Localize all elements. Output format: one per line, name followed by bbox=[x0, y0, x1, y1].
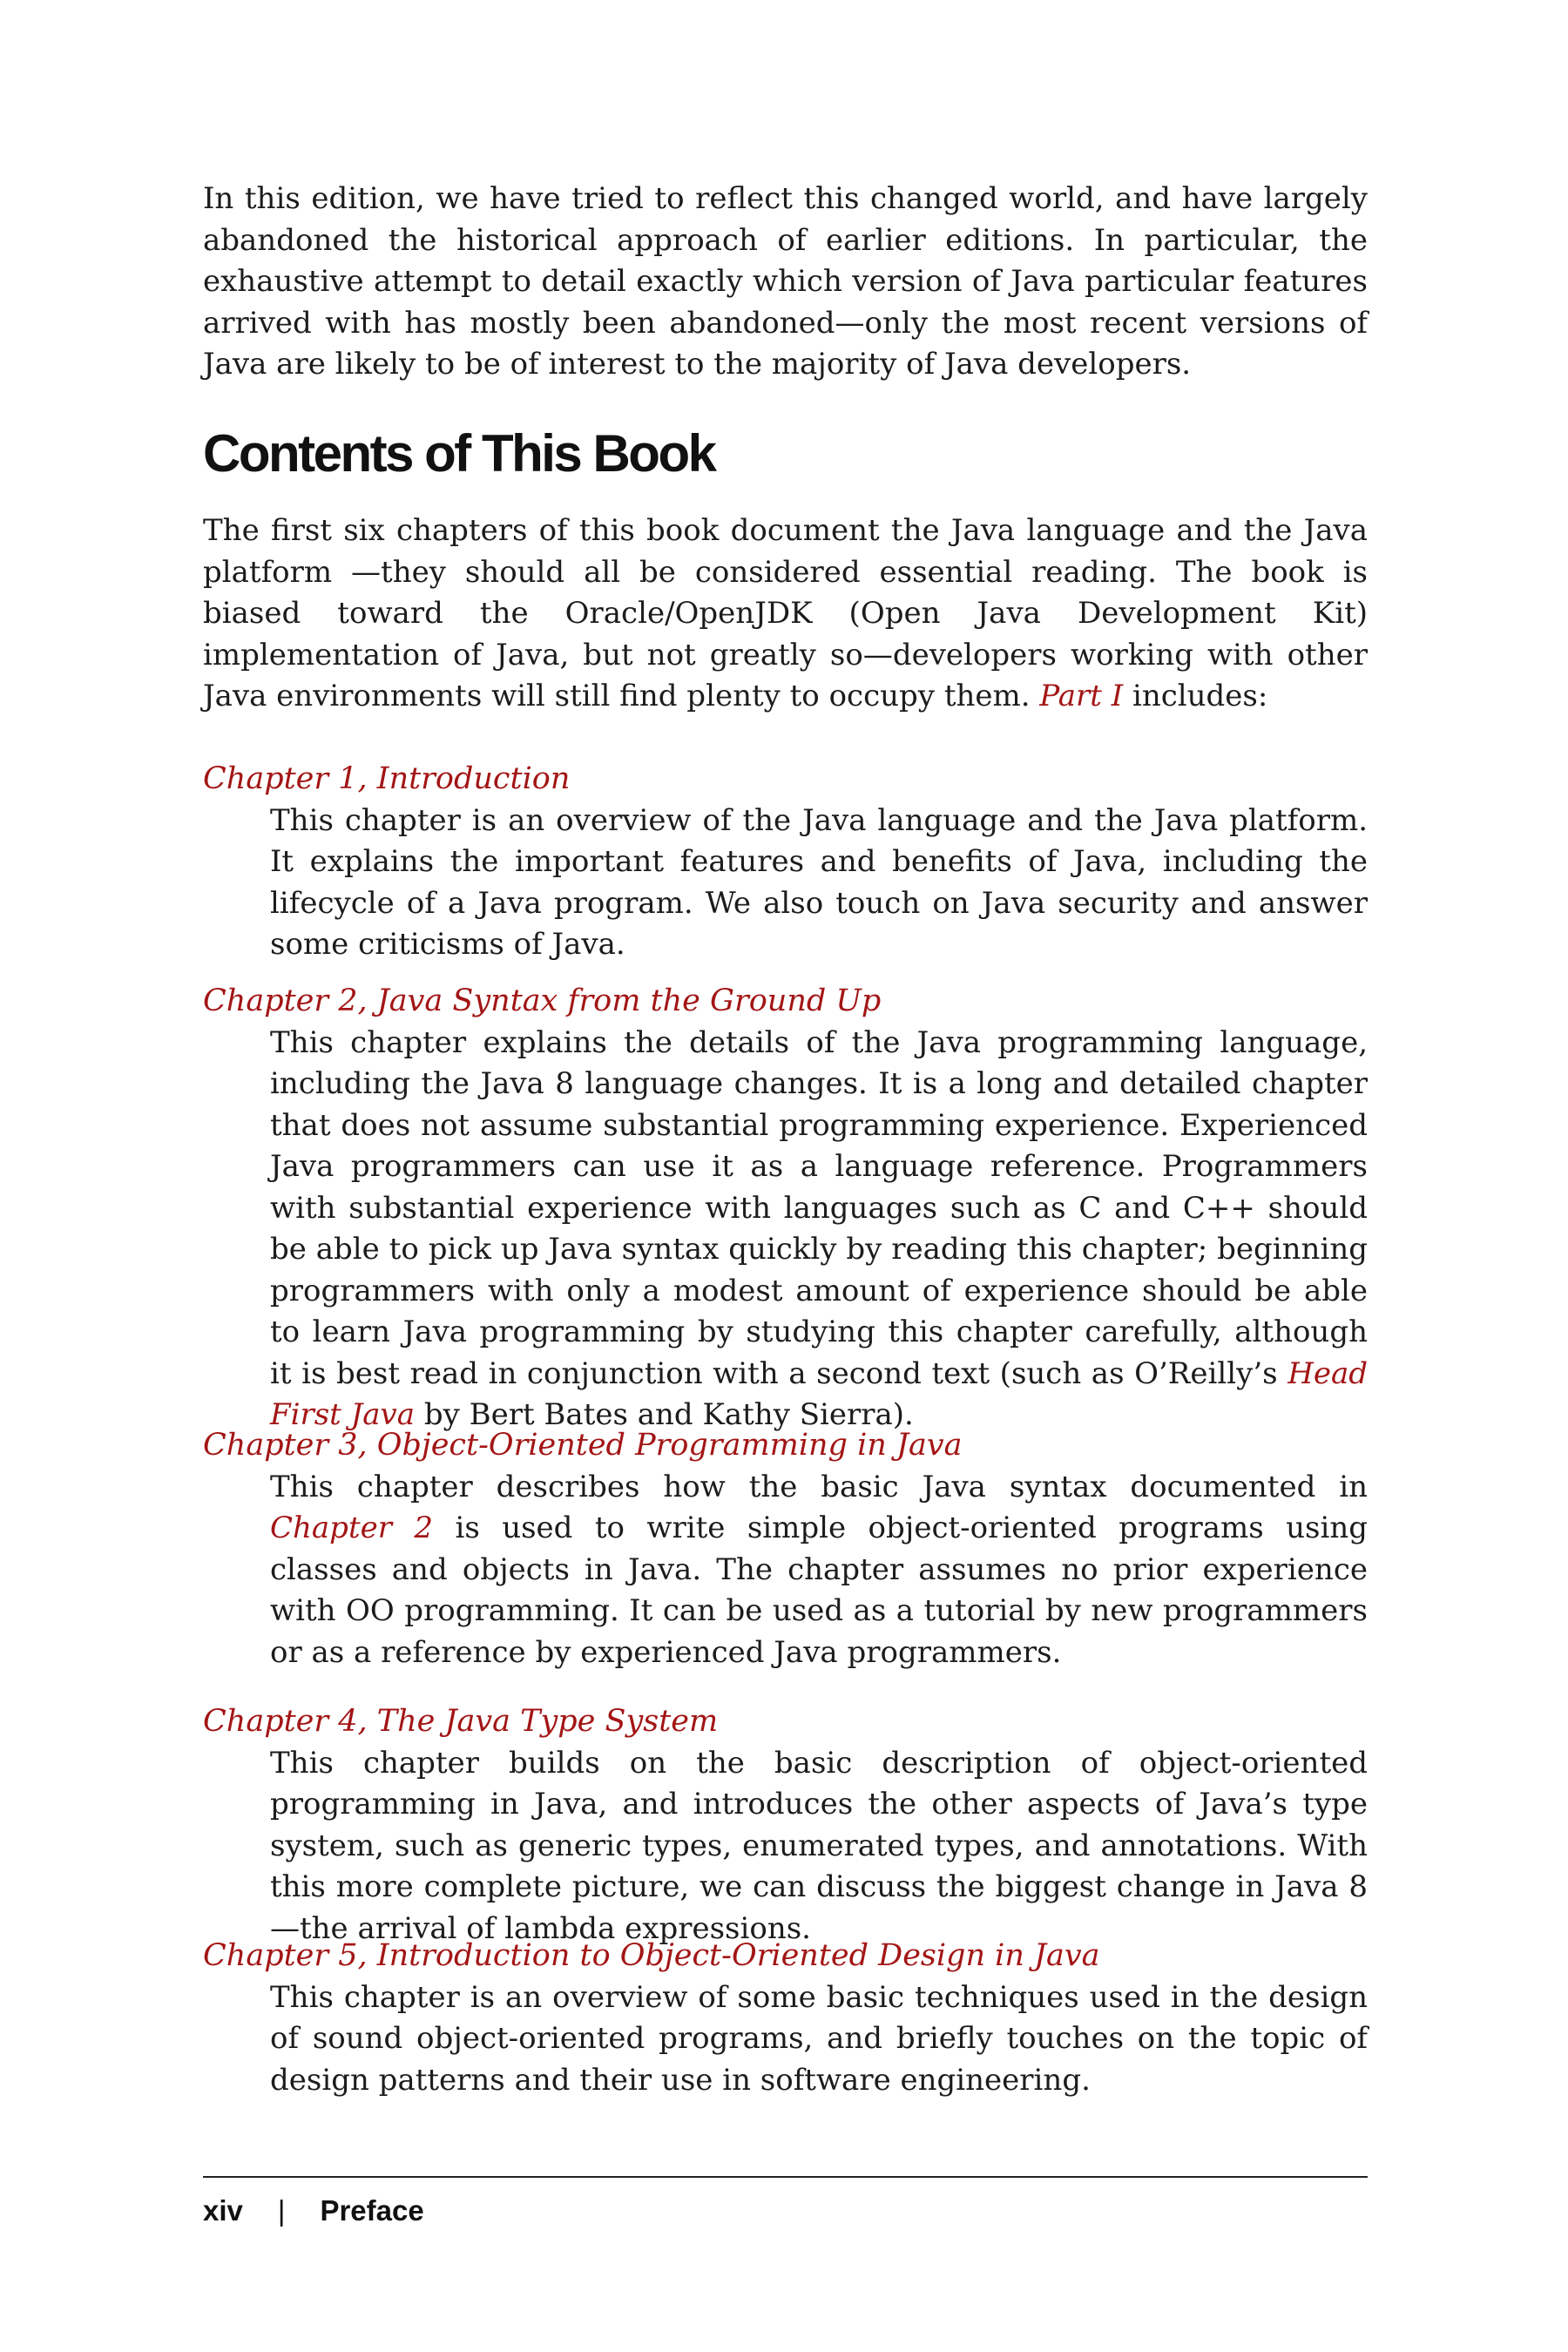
chapter-entry-1 bbox=[203, 759, 1368, 966]
chapter-entry-4 bbox=[203, 1701, 1368, 1950]
section-heading: Contents of This Book bbox=[203, 424, 715, 483]
chapter-3-description-text: This chapter describes how the basic Java syntax documented in bbox=[270, 1469, 1368, 1504]
chapter-1-description: This chapter is an overview of the Java language and the Java platform. It explains the important features and benefits of Java, including the lifecycle of a Java program. We also touch on Java security and answer some criticisms of Java. bbox=[270, 802, 1368, 962]
chapter-2-description-text-end: by Bert Bates and Kathy Sierra). bbox=[415, 1397, 914, 1432]
chapter-2-description-text: This chapter explains the details of the Java programming language, including the Java 8 language changes. It is a long and detailed chapter that does not assume substantial programming experience. Experienced Java programmers can use it as a language reference. Programmers with substantial experience with languages such as C and C++ should be able to pick up Java syntax quickly by reading this chapter; beginning programmers with only a modest amount of experience should be able to learn Java programming by studying this chapter carefully, although it is best read in conjunction with a second text (such as O’Reilly’s bbox=[270, 1024, 1368, 1391]
chapter-3-title-link[interactable]: Chapter 3, Object-Oriented Programming in Java bbox=[203, 1428, 963, 1463]
head-first-java-link[interactable]: Head First Java bbox=[270, 1355, 1368, 1432]
chapter-4-title-link[interactable]: Chapter 4, The Java Type System bbox=[203, 1704, 719, 1739]
chapter-3-description bbox=[270, 1467, 1368, 1674]
footer-section-title: Preface bbox=[320, 2194, 424, 2227]
chapter-entry-2 bbox=[203, 981, 1368, 1436]
chapter-5-description: This chapter is an overview of some basic techniques used in the design of sound object-oriented programs, and briefly touches on the topic of design patterns and their use in software engineering. bbox=[270, 1979, 1368, 2098]
contents-intro-paragraph bbox=[203, 510, 1368, 718]
intro-paragraph: In this edition, we have tried to reflect this changed world, and have largely abandoned the historical approach of earlier editions. In particular, the exhaustive attempt to detail exactly which version of Java particular features arrived with has mostly been abandoned—only the most recent versions of Java are likely to be of interest to the majority of Java developers. bbox=[203, 181, 1368, 382]
chapter-entry-5 bbox=[203, 1936, 1368, 2101]
footer-separator: | bbox=[277, 2194, 286, 2227]
chapter-2-description bbox=[270, 1023, 1368, 1436]
footer-divider bbox=[203, 2176, 1368, 2178]
contents-intro-text-end: includes: bbox=[1123, 679, 1268, 713]
chapter-4-description: This chapter builds on the basic description of object-oriented programming in Java, and introduces the other aspects of Java’s type system, such as generic types, enumerated types, and annotations. With this more complete picture, we can discuss the biggest change in Java 8—the arrival of lambda expressions. bbox=[270, 1745, 1368, 1946]
chapter-5-title-link[interactable]: Chapter 5, Introduction to Object-Oriented Design in Java bbox=[203, 1938, 1100, 1973]
contents-intro-text: The first six chapters of this book document the Java language and the Java platform —they should all be considered essential reading. The book is biased toward the Oracle/OpenJDK (Open Java Development Kit) implementation of Java, but not greatly so—developers working with other Java environments will still find plenty to occupy them. bbox=[203, 513, 1368, 713]
part-i-link[interactable]: Part I bbox=[1039, 679, 1124, 713]
page-number: xiv bbox=[203, 2194, 243, 2227]
chapter-2-link[interactable]: Chapter 2 bbox=[270, 1511, 434, 1545]
chapter-1-title-link[interactable]: Chapter 1, Introduction bbox=[203, 761, 571, 796]
chapter-2-title-link[interactable]: Chapter 2, Java Syntax from the Ground Up bbox=[203, 983, 882, 1018]
chapter-3-description-text-end: is used to write simple object-oriented programs using classes and objects in Java. The chapter assumes no prior experience with OO programming. It can be used as a tutorial by new programmers or as a reference by experienced Java programmers. bbox=[270, 1511, 1368, 1670]
chapter-entry-3 bbox=[203, 1425, 1368, 1673]
page-footer bbox=[203, 2192, 424, 2230]
